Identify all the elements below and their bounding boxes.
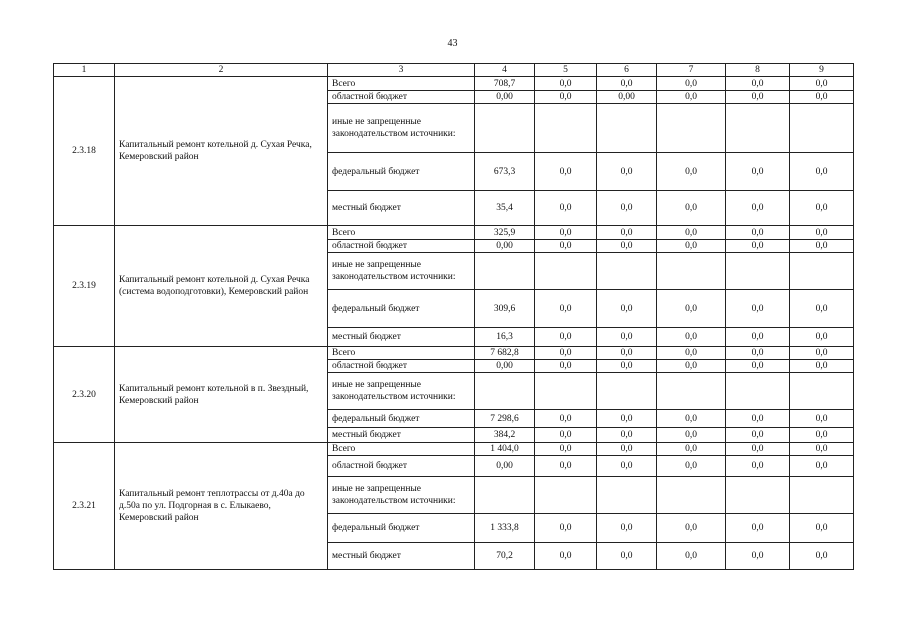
funding-source-label: иные не запрещенные законодательством источники: <box>328 104 475 153</box>
amount-cell: 0,0 <box>535 410 597 428</box>
amount-cell: 0,0 <box>535 91 597 104</box>
funding-source-label: Всего <box>328 347 475 360</box>
funding-source-label: областной бюджет <box>328 91 475 104</box>
amount-cell: 0,0 <box>597 514 657 543</box>
amount-cell: 0,0 <box>790 91 854 104</box>
amount-cell: 673,3 <box>475 153 535 191</box>
amount-cell: 0,0 <box>597 191 657 226</box>
amount-cell: 0,0 <box>657 77 726 91</box>
amount-cell: 0,0 <box>790 428 854 443</box>
funding-source-label: иные не запрещенные законодательством источники: <box>328 253 475 290</box>
amount-cell: 0,00 <box>475 240 535 253</box>
page-number: 43 <box>447 38 458 49</box>
amount-cell <box>535 373 597 410</box>
amount-cell <box>790 104 854 153</box>
amount-cell: 0,0 <box>597 153 657 191</box>
amount-cell: 0,0 <box>790 543 854 570</box>
funding-source-label: федеральный бюджет <box>328 153 475 191</box>
amount-cell: 309,6 <box>475 290 535 328</box>
amount-cell: 0,0 <box>790 191 854 226</box>
amount-cell <box>726 373 790 410</box>
funding-source-label: местный бюджет <box>328 328 475 347</box>
amount-cell: 0,0 <box>597 290 657 328</box>
amount-cell: 384,2 <box>475 428 535 443</box>
amount-cell: 0,0 <box>790 226 854 240</box>
amount-cell: 0,0 <box>790 290 854 328</box>
amount-cell: 0,0 <box>597 543 657 570</box>
amount-cell: 35,4 <box>475 191 535 226</box>
amount-cell: 0,0 <box>597 240 657 253</box>
amount-cell: 0,0 <box>726 443 790 456</box>
section-row-total <box>54 226 854 240</box>
amount-cell: 0,0 <box>535 226 597 240</box>
header-row <box>54 64 854 77</box>
amount-cell: 0,0 <box>726 347 790 360</box>
amount-cell: 0,00 <box>475 91 535 104</box>
section-row-total <box>54 77 854 91</box>
amount-cell <box>597 253 657 290</box>
amount-cell: 0,0 <box>790 456 854 477</box>
amount-cell <box>657 253 726 290</box>
section-code: 2.3.19 <box>54 226 115 347</box>
amount-cell <box>657 373 726 410</box>
amount-cell: 0,0 <box>790 360 854 373</box>
amount-cell <box>790 253 854 290</box>
amount-cell: 1 333,8 <box>475 514 535 543</box>
amount-cell: 0,0 <box>726 360 790 373</box>
amount-cell: 16,3 <box>475 328 535 347</box>
amount-cell: 0,0 <box>657 347 726 360</box>
funding-source-label: Всего <box>328 226 475 240</box>
amount-cell: 0,0 <box>535 428 597 443</box>
amount-cell: 0,0 <box>597 410 657 428</box>
budget-table <box>53 63 854 570</box>
amount-cell: 0,0 <box>657 514 726 543</box>
section-row-total <box>54 347 854 360</box>
amount-cell: 0,0 <box>535 240 597 253</box>
amount-cell: 0,0 <box>535 290 597 328</box>
funding-source-label: федеральный бюджет <box>328 410 475 428</box>
amount-cell <box>475 104 535 153</box>
amount-cell: 0,0 <box>535 347 597 360</box>
amount-cell: 0,0 <box>535 514 597 543</box>
section-name: Капитальный ремонт котельной д. Сухая Речка, Кемеровский район <box>115 77 328 226</box>
amount-cell: 0,0 <box>657 428 726 443</box>
amount-cell: 0,0 <box>726 77 790 91</box>
column-header: 7 <box>657 64 726 77</box>
amount-cell: 0,0 <box>657 328 726 347</box>
column-header: 3 <box>328 64 475 77</box>
amount-cell: 0,0 <box>597 328 657 347</box>
amount-cell <box>535 104 597 153</box>
amount-cell: 325,9 <box>475 226 535 240</box>
column-header: 9 <box>790 64 854 77</box>
column-header: 1 <box>54 64 115 77</box>
amount-cell: 0,0 <box>726 153 790 191</box>
amount-cell: 0,0 <box>726 91 790 104</box>
amount-cell: 0,0 <box>726 240 790 253</box>
amount-cell: 0,0 <box>535 153 597 191</box>
amount-cell: 0,0 <box>790 153 854 191</box>
funding-source-label: областной бюджет <box>328 240 475 253</box>
amount-cell <box>657 104 726 153</box>
amount-cell: 0,0 <box>535 191 597 226</box>
funding-source-label: Всего <box>328 443 475 456</box>
amount-cell: 0,0 <box>657 226 726 240</box>
section-row-total <box>54 443 854 456</box>
funding-source-label: местный бюджет <box>328 191 475 226</box>
section-name: Капитальный ремонт теплотрассы от д.40а до д.50а по ул. Подгорная в с. Елыкаево, Кемеровский район <box>115 443 328 570</box>
amount-cell: 0,0 <box>726 290 790 328</box>
amount-cell: 0,0 <box>726 428 790 443</box>
amount-cell: 0,0 <box>535 543 597 570</box>
amount-cell <box>726 104 790 153</box>
column-header: 4 <box>475 64 535 77</box>
amount-cell: 0,0 <box>597 226 657 240</box>
amount-cell: 0,0 <box>535 328 597 347</box>
amount-cell: 0,0 <box>657 290 726 328</box>
amount-cell: 0,0 <box>726 226 790 240</box>
section-code: 2.3.21 <box>54 443 115 570</box>
amount-cell: 0,0 <box>726 514 790 543</box>
amount-cell <box>790 477 854 514</box>
funding-source-label: иные не запрещенные законодательством источники: <box>328 373 475 410</box>
section-name: Капитальный ремонт котельной д. Сухая Речка (система водоподготовки), Кемеровский район <box>115 226 328 347</box>
amount-cell: 0,0 <box>657 153 726 191</box>
column-header: 6 <box>597 64 657 77</box>
amount-cell: 0,0 <box>597 77 657 91</box>
funding-source-label: местный бюджет <box>328 428 475 443</box>
amount-cell: 1 404,0 <box>475 443 535 456</box>
column-header: 5 <box>535 64 597 77</box>
amount-cell: 0,00 <box>475 360 535 373</box>
amount-cell: 0,0 <box>726 410 790 428</box>
amount-cell <box>657 477 726 514</box>
amount-cell <box>475 477 535 514</box>
amount-cell: 0,0 <box>535 77 597 91</box>
amount-cell: 0,0 <box>657 443 726 456</box>
amount-cell: 0,0 <box>657 543 726 570</box>
amount-cell: 7 298,6 <box>475 410 535 428</box>
amount-cell: 0,0 <box>790 328 854 347</box>
amount-cell: 0,0 <box>657 456 726 477</box>
funding-source-label: иные не запрещенные законодательством источники: <box>328 477 475 514</box>
section-code: 2.3.20 <box>54 347 115 443</box>
amount-cell: 0,00 <box>475 456 535 477</box>
amount-cell: 0,0 <box>790 347 854 360</box>
amount-cell: 0,0 <box>790 443 854 456</box>
amount-cell: 0,0 <box>790 77 854 91</box>
funding-source-label: Всего <box>328 77 475 91</box>
amount-cell: 708,7 <box>475 77 535 91</box>
section-code: 2.3.18 <box>54 77 115 226</box>
amount-cell: 0,0 <box>726 543 790 570</box>
column-header: 2 <box>115 64 328 77</box>
amount-cell: 0,0 <box>790 240 854 253</box>
amount-cell: 0,0 <box>790 410 854 428</box>
amount-cell <box>475 253 535 290</box>
column-header: 8 <box>726 64 790 77</box>
amount-cell: 0,0 <box>657 91 726 104</box>
amount-cell: 0,0 <box>657 240 726 253</box>
amount-cell: 0,0 <box>597 347 657 360</box>
amount-cell <box>535 477 597 514</box>
amount-cell: 0,0 <box>597 360 657 373</box>
amount-cell <box>597 104 657 153</box>
amount-cell: 0,0 <box>597 428 657 443</box>
amount-cell: 0,0 <box>726 191 790 226</box>
section-name: Капитальный ремонт котельной в п. Звездный, Кемеровский район <box>115 347 328 443</box>
amount-cell <box>535 253 597 290</box>
amount-cell <box>790 373 854 410</box>
funding-source-label: областной бюджет <box>328 360 475 373</box>
amount-cell: 0,0 <box>535 456 597 477</box>
amount-cell: 0,0 <box>657 410 726 428</box>
amount-cell: 0,0 <box>535 443 597 456</box>
amount-cell: 70,2 <box>475 543 535 570</box>
amount-cell: 0,0 <box>657 360 726 373</box>
amount-cell <box>597 373 657 410</box>
amount-cell: 0,0 <box>790 514 854 543</box>
amount-cell: 0,0 <box>597 456 657 477</box>
amount-cell: 7 682,8 <box>475 347 535 360</box>
amount-cell <box>475 373 535 410</box>
funding-source-label: местный бюджет <box>328 543 475 570</box>
amount-cell: 0,0 <box>726 456 790 477</box>
amount-cell: 0,0 <box>726 328 790 347</box>
amount-cell: 0,0 <box>657 191 726 226</box>
amount-cell <box>597 477 657 514</box>
funding-source-label: федеральный бюджет <box>328 290 475 328</box>
amount-cell <box>726 253 790 290</box>
amount-cell: 0,00 <box>597 91 657 104</box>
funding-source-label: областной бюджет <box>328 456 475 477</box>
amount-cell: 0,0 <box>597 443 657 456</box>
amount-cell <box>726 477 790 514</box>
amount-cell: 0,0 <box>535 360 597 373</box>
funding-source-label: федеральный бюджет <box>328 514 475 543</box>
